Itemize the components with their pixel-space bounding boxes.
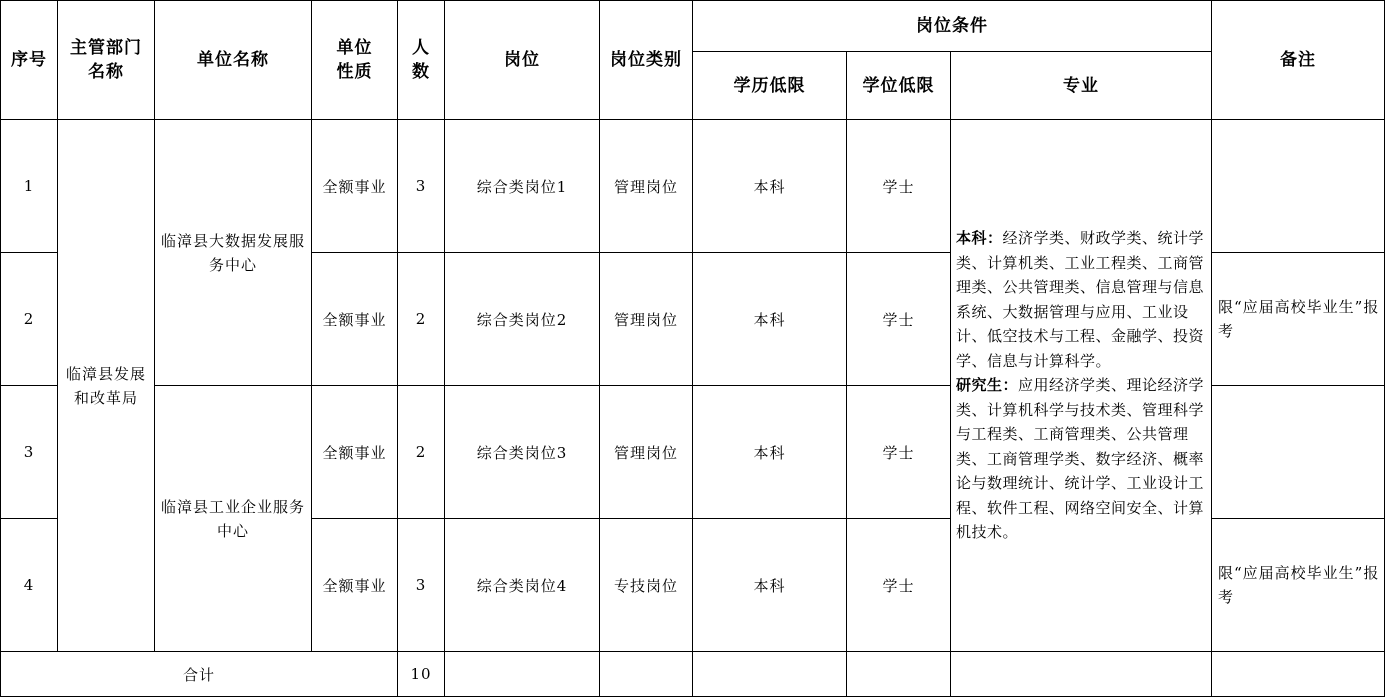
cell-education: 本科 — [693, 253, 847, 386]
header-post: 岗位 — [445, 1, 600, 120]
total-empty — [1212, 652, 1385, 697]
cell-department: 临漳县发展和改革局 — [58, 120, 155, 652]
header-education: 学历低限 — [693, 52, 847, 120]
cell-nature: 全额事业 — [312, 386, 398, 519]
cell-count: 3 — [398, 519, 445, 652]
cell-unit-1: 临漳县大数据发展服务中心 — [155, 120, 312, 386]
header-post-type: 岗位类别 — [600, 1, 693, 120]
cell-nature: 全额事业 — [312, 253, 398, 386]
cell-post-type: 管理岗位 — [600, 386, 693, 519]
cell-post-type: 专技岗位 — [600, 519, 693, 652]
cell-count: 2 — [398, 386, 445, 519]
cell-education: 本科 — [693, 519, 847, 652]
header-conditions: 岗位条件 — [693, 1, 1212, 52]
cell-unit-2: 临漳县工业企业服务中心 — [155, 386, 312, 652]
cell-count: 3 — [398, 120, 445, 253]
cell-post-type: 管理岗位 — [600, 253, 693, 386]
major-grad-text: 应用经济学类、理论经济学类、计算机科学与技术类、管理科学与工程类、工商管理类、公共管理类、工商管理学类、数字经济、概率论与数理统计、统计学、工业设计工程、软件工程、网络空间安全、计算机技术。 — [956, 376, 1205, 542]
cell-degree: 学士 — [847, 386, 951, 519]
header-nature: 单位性质 — [312, 1, 398, 120]
header-dept: 主管部门名称 — [58, 1, 155, 120]
cell-seq: 3 — [1, 386, 58, 519]
total-count: 10 — [398, 652, 445, 697]
header-degree: 学位低限 — [847, 52, 951, 120]
total-empty — [600, 652, 693, 697]
cell-education: 本科 — [693, 386, 847, 519]
header-remarks: 备注 — [1212, 1, 1385, 120]
cell-degree: 学士 — [847, 253, 951, 386]
cell-seq: 1 — [1, 120, 58, 253]
table-row — [1, 120, 1385, 253]
cell-post: 综合类岗位3 — [445, 386, 600, 519]
total-label: 合计 — [1, 652, 398, 697]
total-empty — [951, 652, 1212, 697]
cell-post: 综合类岗位4 — [445, 519, 600, 652]
cell-major — [951, 120, 1212, 652]
header-seq: 序号 — [1, 1, 58, 120]
cell-count: 2 — [398, 253, 445, 386]
cell-remarks: 限“应届高校毕业生”报考 — [1212, 253, 1385, 386]
cell-post: 综合类岗位1 — [445, 120, 600, 253]
cell-remarks-empty — [1212, 386, 1385, 519]
major-grad-label: 研究生： — [956, 376, 1019, 395]
cell-degree: 学士 — [847, 519, 951, 652]
total-empty — [847, 652, 951, 697]
total-row — [1, 652, 1385, 697]
cell-education: 本科 — [693, 120, 847, 253]
cell-seq: 2 — [1, 253, 58, 386]
header-unit: 单位名称 — [155, 1, 312, 120]
cell-nature: 全额事业 — [312, 519, 398, 652]
cell-post-type: 管理岗位 — [600, 120, 693, 253]
cell-degree: 学士 — [847, 120, 951, 253]
cell-post: 综合类岗位2 — [445, 253, 600, 386]
cell-remarks-empty — [1212, 120, 1385, 253]
header-major: 专业 — [951, 52, 1212, 120]
total-empty — [445, 652, 600, 697]
cell-remarks: 限“应届高校毕业生”报考 — [1212, 519, 1385, 652]
cell-seq: 4 — [1, 519, 58, 652]
major-undergrad-text: 经济学类、财政学类、统计学类、计算机类、工业工程类、工商管理类、公共管理类、信息管理与信息系统、大数据管理与应用、工业设计、低空技术与工程、金融学、投资学、信息与计算科学。 — [956, 229, 1205, 370]
cell-nature: 全额事业 — [312, 120, 398, 253]
major-undergrad-label: 本科： — [956, 229, 1003, 248]
total-empty — [693, 652, 847, 697]
header-count: 人数 — [398, 1, 445, 120]
